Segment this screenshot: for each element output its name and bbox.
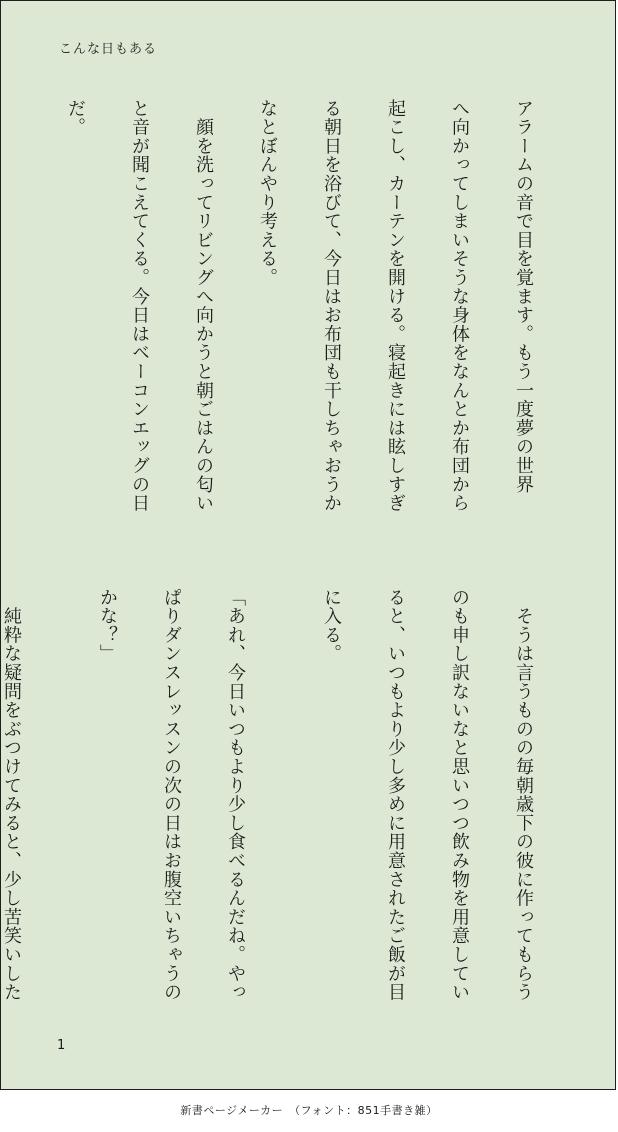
text-line: に入る。 — [321, 588, 342, 664]
text-line: ぱりダンスレッスンの次の日はお腹空いちゃうの — [161, 588, 182, 1002]
page-title: こんな日もある — [59, 42, 158, 57]
text-line: へ向かってしまいそうな身体をなんとか布団から — [449, 99, 470, 513]
text-block-upper — [51, 99, 571, 524]
text-line: だ。 — [65, 99, 86, 137]
text-block-lower — [1, 588, 571, 1002]
text-line: そうは言うものの毎朝歳下の彼に作ってもらう — [513, 588, 534, 1002]
text-line: 顔を洗ってリビングへ向かうと朝ごはんの匂い — [193, 99, 214, 513]
text-line: ると、いつもより少し多めに用意されたご飯が目 — [385, 588, 406, 1002]
text-line: かな？」 — [97, 588, 118, 664]
text-line: 純粋な疑問をぶつけてみると、少し苦笑いした — [1, 588, 22, 1002]
text-line: 起こし、カーテンを開ける。寝起きには眩しすぎ — [385, 99, 406, 513]
page-number: 1 — [57, 1038, 66, 1053]
text-line: のも申し訳ないなと思いつつ飲み物を用意してい — [449, 588, 470, 1002]
footer-caption: 新書ページメーカー （フォント：851手書き雑） — [180, 1104, 438, 1117]
text-line: る朝日を浴びて、今日はお布団も干しちゃおうか — [321, 99, 342, 513]
text-line: なとぼんやり考える。 — [257, 99, 278, 287]
text-line: 「あれ、今日いつもより少し食べるんだね。やっ — [225, 588, 246, 1002]
text-line: と音が聞こえてくる。今日はベーコンエッグの日 — [129, 99, 150, 513]
text-line: アラームの音で目を覚ます。もう一度夢の世界 — [513, 99, 534, 494]
